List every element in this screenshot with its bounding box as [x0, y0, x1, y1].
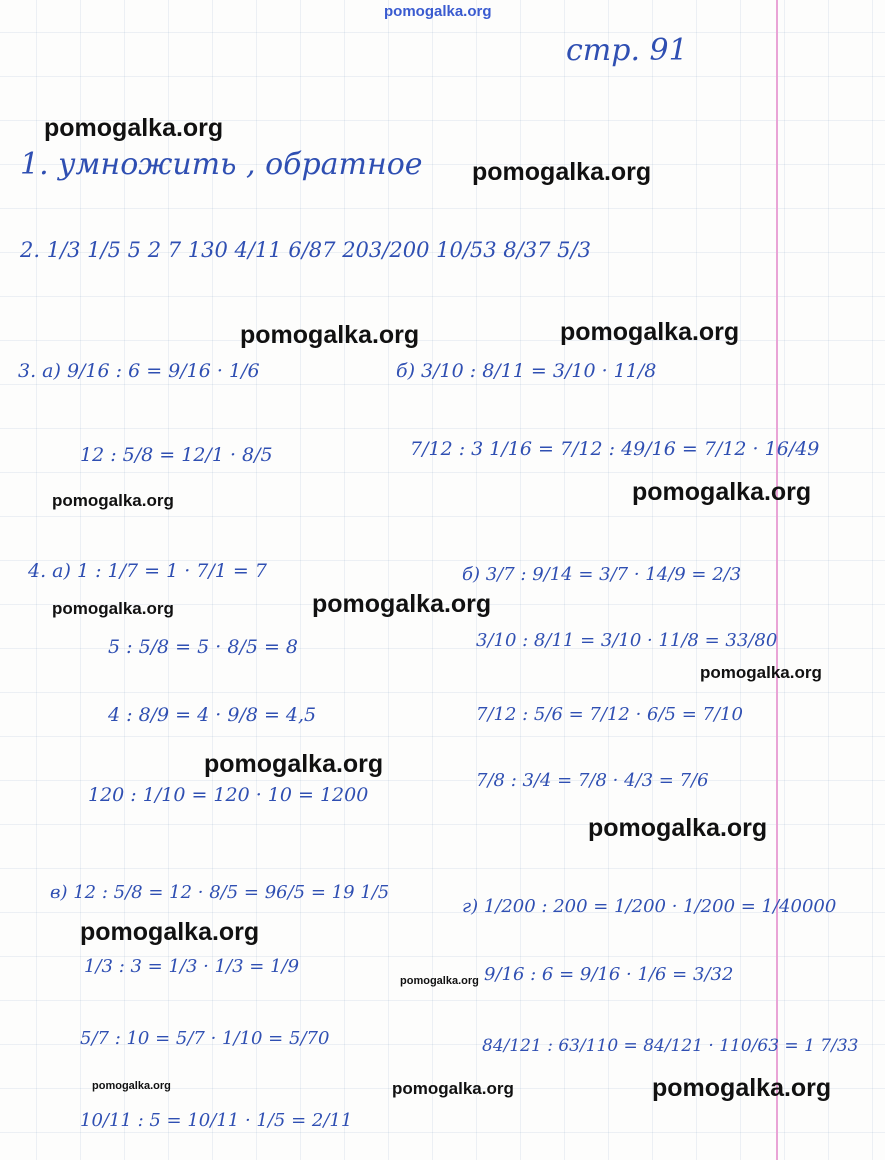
watermark: pomogalka.org — [312, 590, 492, 618]
task4-g-line3: 84/121 : 63/110 = 84/121 · 110/63 = 1 7/33 — [482, 1036, 859, 1056]
watermark: pomogalka.org — [240, 321, 420, 349]
task3-b-line1: б) 3/10 : 8/11 = 3/10 · 11/8 — [396, 360, 657, 382]
task4-b-line4: 7/8 : 3/4 = 7/8 · 4/3 = 7/6 — [476, 770, 709, 791]
watermark: pomogalka.org — [92, 1080, 171, 1092]
task1-answer: 1. умножить , обратное — [20, 147, 423, 182]
margin-line — [776, 0, 778, 1160]
task2-answer: 2. 1/3 1/5 5 2 7 130 4/11 6/87 203/200 10/53 8/37 5/3 — [20, 238, 591, 262]
task4-v-line3: 5/7 : 10 = 5/7 · 1/10 = 5/70 — [80, 1028, 330, 1049]
watermark-top: pomogalka.org — [384, 3, 492, 20]
task3-a-line2: 12 : 5/8 = 12/1 · 8/5 — [80, 444, 273, 466]
task4-a-line2: 5 : 5/8 = 5 · 8/5 = 8 — [108, 636, 299, 658]
task4-b-line2: 3/10 : 8/11 = 3/10 · 11/8 = 33/80 — [476, 630, 778, 651]
task4-v-line4: 10/11 : 5 = 10/11 · 1/5 = 2/11 — [80, 1110, 353, 1131]
task4-a-line3: 4 : 8/9 = 4 · 9/8 = 4,5 — [108, 704, 317, 726]
watermark: pomogalka.org — [400, 975, 479, 987]
task4-b-line1: б) 3/7 : 9/14 = 3/7 · 14/9 = 2/3 — [462, 564, 742, 585]
watermark: pomogalka.org — [52, 599, 174, 618]
task4-v-line1: в) 12 : 5/8 = 12 · 8/5 = 96/5 = 19 1/5 — [50, 882, 390, 903]
task4-b-line3: 7/12 : 5/6 = 7/12 · 6/5 = 7/10 — [476, 704, 743, 725]
task4-g-line1: г) 1/200 : 200 = 1/200 · 1/200 = 1/40000 — [462, 896, 837, 917]
watermark: pomogalka.org — [472, 158, 652, 186]
task4-a-line4: 120 : 1/10 = 120 · 10 = 1200 — [88, 784, 369, 806]
watermark: pomogalka.org — [652, 1074, 832, 1102]
task3-b-line2: 7/12 : 3 1/16 = 7/12 : 49/16 = 7/12 · 16/49 — [410, 438, 820, 460]
page-number: стр. 91 — [566, 33, 688, 68]
watermark: pomogalka.org — [560, 318, 740, 346]
watermark: pomogalka.org — [392, 1079, 514, 1098]
watermark: pomogalka.org — [700, 663, 822, 682]
task4-a-line1: 4. а) 1 : 1/7 = 1 · 7/1 = 7 — [28, 560, 267, 582]
task4-g-line2: 9/16 : 6 = 9/16 · 1/6 = 3/32 — [484, 964, 734, 985]
task4-v-line2: 1/3 : 3 = 1/3 · 1/3 = 1/9 — [84, 956, 300, 977]
watermark: pomogalka.org — [632, 478, 812, 506]
watermark: pomogalka.org — [588, 814, 768, 842]
watermark: pomogalka.org — [80, 918, 260, 946]
watermark: pomogalka.org — [204, 750, 384, 778]
task3-a-line1: 3. а) 9/16 : 6 = 9/16 · 1/6 — [18, 360, 260, 382]
watermark: pomogalka.org — [44, 114, 224, 142]
watermark: pomogalka.org — [52, 491, 174, 510]
